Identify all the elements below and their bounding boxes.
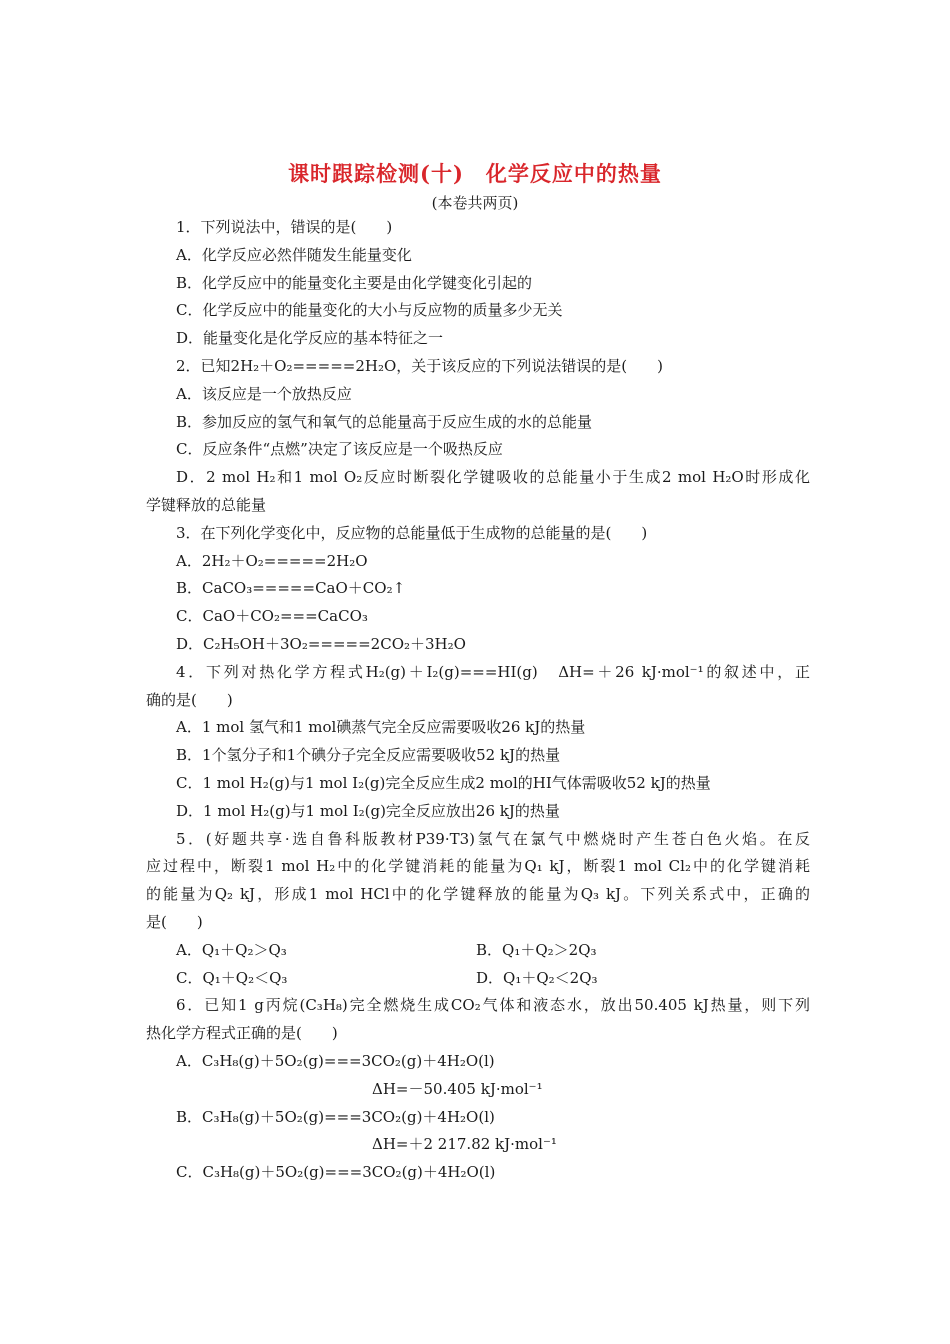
question-4-option-c: C．1 mol H₂(g)与1 mol I₂(g)完全反应生成2 mol的HI气体需吸收52 kJ的热量 xyxy=(176,773,711,792)
question-5-line-2: 应过程中，断裂1 mol H₂中的化学键消耗的能量为Q₁ kJ，断裂1 mol Cl₂中的化学键消耗 xyxy=(146,857,810,876)
question-6-line-1: 6．已知1 g丙烷(C₃H₈)完全燃烧生成CO₂气体和液态水，放出50.405 kJ热量，则下列 xyxy=(176,996,810,1015)
question-3-option-a: A．2H₂＋O₂=====2H₂O xyxy=(176,551,368,570)
question-4-line-1: 4．下列对热化学方程式H₂(g)＋I₂(g)===HI(g) ΔH=＋26 kJ·mol⁻¹的叙述中，正 xyxy=(176,662,810,681)
question-1: 1．下列说法中，错误的是( ) xyxy=(176,218,393,236)
question-6-line-2: 热化学方程式正确的是( ) xyxy=(146,1024,338,1043)
question-5-line-1: 5．(好题共享·选自鲁科版教材P39·T3)氢气在氯气中燃烧时产生苍白色火焰。在反 xyxy=(176,829,810,848)
question-list xyxy=(146,214,810,1187)
question-1-option-b: B．化学反应中的能量变化主要是由化学键变化引起的 xyxy=(176,273,533,292)
question-6-option-a: A．C₃H₈(g)＋5O₂(g)===3CO₂(g)＋4H₂O(l) xyxy=(176,1051,495,1070)
question-5-line-4: 是( ) xyxy=(146,912,203,931)
page-title: 课时跟踪检测(十) 化学反应中的热量 xyxy=(288,161,662,186)
question-1-option-a: A．化学反应必然伴随发生能量变化 xyxy=(176,245,412,264)
question-5-option-c: C．Q₁＋Q₂＜Q₃ xyxy=(176,968,288,987)
question-5-option-b: B．Q₁＋Q₂＞2Q₃ xyxy=(476,940,597,959)
question-6-option-c: C．C₃H₈(g)＋5O₂(g)===3CO₂(g)＋4H₂O(l) xyxy=(176,1163,496,1182)
question-2-option-d-line-2: 学键释放的总能量 xyxy=(146,495,267,514)
question-4-option-a: A．1 mol 氢气和1 mol碘蒸气完全反应需要吸收26 kJ的热量 xyxy=(176,718,586,737)
question-4-option-b: B．1个氢分子和1个碘分子完全反应需要吸收52 kJ的热量 xyxy=(176,746,561,765)
question-2-option-c: C．反应条件“点燃”决定了该反应是一个吸热反应 xyxy=(176,440,503,459)
question-6-option-a-enthalpy: ΔH=－50.405 kJ·mol⁻¹ xyxy=(372,1079,543,1098)
question-3: 3．在下列化学变化中，反应物的总能量低于生成物的总能量的是( ) xyxy=(176,523,648,542)
question-2-option-a: A．该反应是一个放热反应 xyxy=(176,384,352,403)
question-5-option-d: D．Q₁＋Q₂＜2Q₃ xyxy=(476,968,598,987)
question-5-line-3: 的能量为Q₂ kJ，形成1 mol HCl中的化学键释放的能量为Q₃ kJ。下列关系式中，正确的 xyxy=(146,885,810,904)
question-6-option-b: B．C₃H₈(g)＋5O₂(g)===3CO₂(g)＋4H₂O(l) xyxy=(176,1107,495,1126)
question-4-option-d: D．1 mol H₂(g)与1 mol I₂(g)完全反应放出26 kJ的热量 xyxy=(176,801,560,820)
question-5-options-row-1 xyxy=(146,937,810,965)
question-3-option-c: C．CaO＋CO₂===CaCO₃ xyxy=(176,607,368,626)
question-6-option-b-enthalpy: ΔH=＋2 217.82 kJ·mol⁻¹ xyxy=(372,1135,557,1154)
question-5-option-a: A．Q₁＋Q₂＞Q₃ xyxy=(176,940,287,959)
question-1-option-d: D．能量变化是化学反应的基本特征之一 xyxy=(176,329,444,348)
question-3-option-b: B．CaCO₃=====CaO＋CO₂↑ xyxy=(176,579,406,598)
question-2: 2．已知2H₂＋O₂=====2H₂O，关于该反应的下列说法错误的是( ) xyxy=(176,356,663,375)
question-4-line-2: 确的是( ) xyxy=(146,690,233,709)
page-subtitle: (本卷共两页) xyxy=(431,194,519,212)
question-1-option-c: C．化学反应中的能量变化的大小与反应物的质量多少无关 xyxy=(176,301,563,320)
question-2-option-d-line-1: D．2 mol H₂和1 mol O₂反应时断裂化学键吸收的总能量小于生成2 mol H₂O时形成化 xyxy=(176,468,810,487)
question-2-option-b: B．参加反应的氢气和氧气的总能量高于反应生成的水的总能量 xyxy=(176,412,593,431)
question-3-option-d: D．C₂H₅OH＋3O₂=====2CO₂＋3H₂O xyxy=(176,634,466,653)
question-5-options-row-2 xyxy=(146,965,810,993)
